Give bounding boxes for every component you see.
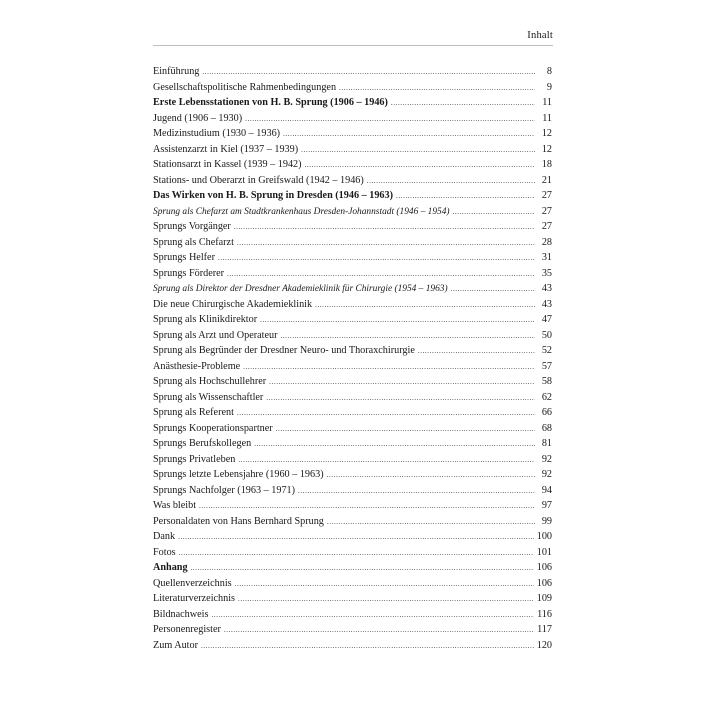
toc-entry — [153, 219, 552, 235]
toc-entry — [153, 312, 552, 328]
toc-entry-title: Anästhesie-Probleme — [153, 360, 241, 372]
toc-entry-title: Sprungs Kooperationspartner — [153, 422, 273, 434]
toc-page-number: 12 — [541, 128, 552, 139]
toc-page-number: 12 — [541, 143, 552, 155]
toc-entry-title: Sprung als Arzt und Operateur — [153, 329, 278, 341]
toc-page-number: 92 — [541, 453, 552, 465]
toc-page-number: 11 — [542, 97, 552, 108]
toc-entry — [153, 328, 552, 344]
toc-entry-title: Sprung als Wissenschaftler — [153, 391, 264, 403]
toc-entry — [153, 297, 552, 313]
table-of-contents — [153, 64, 552, 653]
toc-page-number: 58 — [541, 376, 552, 387]
toc-entry — [153, 498, 552, 514]
toc-entry-title: Sprungs Berufskollegen — [153, 438, 252, 449]
toc-entry — [153, 235, 552, 251]
toc-entry — [153, 421, 552, 437]
toc-page-number: 68 — [541, 422, 552, 434]
toc-page-number: 52 — [541, 345, 552, 356]
toc-page-number: 27 — [541, 221, 552, 232]
toc-entry — [153, 126, 552, 142]
toc-dot-leader — [202, 65, 535, 81]
toc-entry-title: Erste Lebensstationen von H. B. Sprung (1906 – 1946) — [153, 97, 388, 108]
toc-dot-leader — [243, 360, 535, 376]
toc-entry-title: Sprung als Chefarzt am Stadtkrankenhaus Dresden-Johannstadt (1946 – 1954) — [153, 206, 450, 217]
toc-page-number: 57 — [541, 360, 552, 372]
toc-dot-leader — [179, 546, 534, 562]
toc-entry-title: Einführung — [153, 66, 200, 77]
toc-page-number: 9 — [546, 81, 552, 93]
toc-entry — [153, 281, 552, 297]
toc-entry — [153, 157, 552, 173]
toc-page-number: 116 — [537, 608, 552, 620]
toc-dot-leader — [301, 143, 535, 159]
toc-entry — [153, 374, 552, 390]
header-divider — [153, 45, 553, 46]
toc-dot-leader — [234, 220, 535, 236]
toc-entry — [153, 266, 552, 282]
toc-page-number: 109 — [536, 593, 552, 604]
toc-entry — [153, 576, 552, 592]
toc-entry-title: Bildnachweis — [153, 608, 209, 620]
toc-page-number: 94 — [541, 484, 552, 496]
toc-page-number: 35 — [541, 267, 552, 279]
toc-dot-leader — [280, 329, 535, 345]
toc-entry — [153, 390, 552, 406]
toc-entry-title: Dank — [153, 531, 176, 542]
toc-entry-title: Medizinstudium (1930 – 1936) — [153, 128, 281, 139]
toc-page-number: 97 — [541, 500, 552, 511]
toc-entry-title: Sprung als Direktor der Dresdner Akademieklinik für Chirurgie (1954 – 1963) — [153, 284, 448, 294]
toc-dot-leader — [453, 205, 535, 221]
toc-dot-leader — [283, 127, 535, 143]
toc-dot-leader — [211, 608, 534, 624]
toc-entry-title: Assistenzarzt in Kiel (1937 – 1939) — [153, 143, 299, 155]
toc-entry — [153, 467, 552, 483]
toc-page-number: 11 — [542, 112, 552, 124]
toc-page-number: 18 — [541, 159, 552, 170]
toc-entry-title: Sprungs Nachfolger (1963 – 1971) — [153, 484, 296, 496]
toc-entry — [153, 142, 552, 158]
toc-page-number: 27 — [541, 205, 552, 217]
toc-entry-title: Das Wirken von H. B. Sprung in Dresden (1946 – 1963) — [153, 190, 394, 201]
toc-dot-leader — [254, 437, 535, 453]
toc-dot-leader — [315, 298, 535, 314]
toc-dot-leader — [269, 375, 535, 391]
toc-page-number: 117 — [537, 624, 552, 635]
toc-entry — [153, 343, 552, 359]
toc-page-number: 99 — [541, 515, 552, 527]
toc-entry-title: Sprungs Förderer — [153, 267, 225, 279]
toc-entry — [153, 64, 552, 80]
toc-entry-title: Die neue Chirurgische Akademieklinik — [153, 298, 313, 310]
toc-dot-leader — [245, 112, 535, 128]
toc-dot-leader — [418, 344, 535, 360]
toc-dot-leader — [178, 530, 534, 546]
toc-dot-leader — [327, 515, 535, 531]
toc-entry-title: Fotos — [153, 546, 176, 558]
toc-entry — [153, 622, 552, 638]
toc-entry — [153, 405, 552, 421]
toc-entry-title: Literaturverzeichnis — [153, 593, 236, 604]
toc-entry-title: Stations- und Oberarzt in Greifswald (1942 – 1946) — [153, 174, 364, 186]
toc-page-number: 27 — [541, 190, 552, 201]
toc-entry — [153, 359, 552, 375]
toc-page-number: 100 — [536, 531, 552, 542]
toc-page-number: 106 — [536, 562, 552, 573]
page-header-title: Inhalt — [527, 30, 553, 41]
toc-page-number: 43 — [541, 298, 552, 310]
toc-entry-title: Was bleibt — [153, 500, 197, 511]
toc-entry-title: Sprung als Begründer der Dresdner Neuro- und Thoraxchirurgie — [153, 345, 415, 356]
toc-page-number: 120 — [536, 639, 552, 651]
toc-entry — [153, 514, 552, 530]
toc-page-number: 92 — [541, 469, 552, 480]
toc-entry — [153, 607, 552, 623]
toc-entry-title: Quellenverzeichnis — [153, 577, 232, 589]
toc-page-number: 21 — [541, 174, 552, 186]
toc-dot-leader — [237, 406, 535, 422]
toc-dot-leader — [199, 499, 535, 515]
toc-entry-title: Zum Autor — [153, 639, 198, 651]
toc-entry — [153, 188, 552, 204]
toc-entry — [153, 173, 552, 189]
toc-dot-leader — [201, 639, 534, 655]
toc-entry-title: Sprungs Helfer — [153, 252, 215, 263]
toc-page-number: 28 — [541, 236, 552, 248]
toc-page-number: 47 — [541, 314, 552, 325]
toc-entry — [153, 436, 552, 452]
toc-dot-leader — [276, 422, 535, 438]
toc-dot-leader — [260, 313, 535, 329]
toc-entry-title: Jugend (1906 – 1930) — [153, 112, 243, 124]
toc-entry — [153, 452, 552, 468]
toc-entry — [153, 591, 552, 607]
toc-dot-leader — [391, 96, 535, 112]
toc-entry — [153, 638, 552, 654]
toc-entry-title: Sprungs letzte Lebensjahre (1960 – 1963) — [153, 469, 324, 480]
toc-entry-title: Stationsarzt in Kassel (1939 – 1942) — [153, 159, 302, 170]
toc-dot-leader — [327, 468, 535, 484]
toc-page-number: 101 — [536, 546, 552, 558]
toc-page-number: 8 — [546, 66, 552, 77]
toc-dot-leader — [396, 189, 535, 205]
toc-entry-title: Sprung als Referent — [153, 407, 234, 418]
toc-dot-leader — [218, 251, 535, 267]
toc-entry-title: Gesellschaftspolitische Rahmenbedingungen — [153, 81, 337, 93]
toc-entry-title: Personaldaten von Hans Bernhard Sprung — [153, 515, 324, 527]
toc-dot-leader — [237, 236, 535, 252]
toc-entry — [153, 95, 552, 111]
toc-page-number: 50 — [541, 329, 552, 341]
toc-dot-leader — [367, 174, 535, 190]
toc-page-number: 62 — [541, 391, 552, 403]
toc-entry-title: Sprung als Klinikdirektor — [153, 314, 258, 325]
toc-dot-leader — [235, 577, 534, 593]
toc-page-number: 106 — [536, 577, 552, 589]
toc-dot-leader — [266, 391, 535, 407]
toc-dot-leader — [305, 158, 535, 174]
toc-entry — [153, 80, 552, 96]
toc-dot-leader — [451, 282, 535, 298]
toc-page-number: 43 — [541, 283, 552, 294]
toc-dot-leader — [191, 561, 534, 577]
toc-entry-title: Sprungs Vorgänger — [153, 221, 231, 232]
toc-page-number: 31 — [541, 252, 552, 263]
toc-entry-title: Personenregister — [153, 624, 221, 635]
toc-entry — [153, 529, 552, 545]
toc-dot-leader — [238, 453, 535, 469]
toc-entry — [153, 483, 552, 499]
toc-entry — [153, 250, 552, 266]
toc-entry-title: Anhang — [153, 562, 188, 573]
toc-entry — [153, 545, 552, 561]
toc-dot-leader — [224, 623, 534, 639]
toc-dot-leader — [238, 592, 534, 608]
toc-page-number: 66 — [541, 407, 552, 418]
toc-page-number: 81 — [541, 438, 552, 449]
toc-entry-title: Sprungs Privatleben — [153, 453, 236, 465]
toc-entry — [153, 204, 552, 220]
toc-dot-leader — [339, 81, 535, 97]
toc-dot-leader — [298, 484, 535, 500]
toc-entry-title: Sprung als Hochschullehrer — [153, 376, 267, 387]
toc-entry — [153, 560, 552, 576]
toc-entry-title: Sprung als Chefarzt — [153, 236, 234, 248]
toc-dot-leader — [227, 267, 535, 283]
toc-entry — [153, 111, 552, 127]
